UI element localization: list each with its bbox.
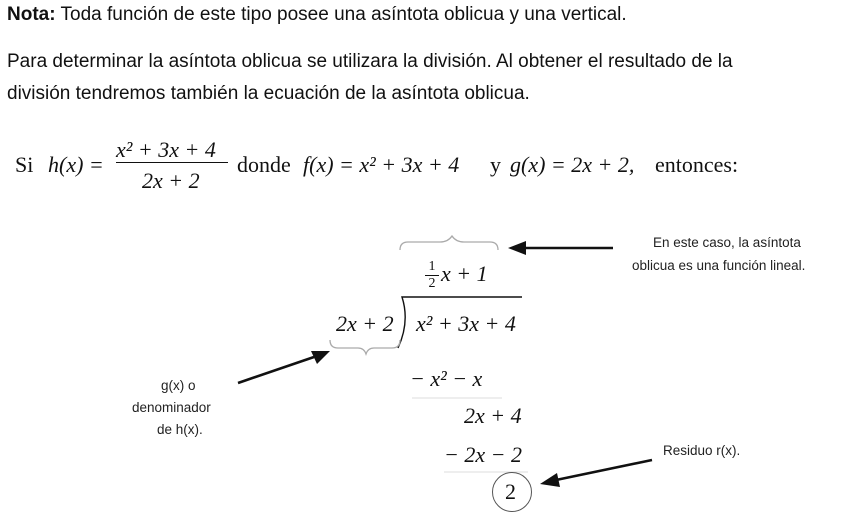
paragraph-line-1: Para determinar la asíntota oblicua se utilizara la división. Al obtener el resultado de la	[7, 51, 733, 72]
divisor-brace	[330, 340, 400, 354]
paragraph-line-2: división tendremos también la ecuación de la asíntota oblicua.	[7, 83, 530, 104]
denominator-annotation-line-3: de h(x).	[157, 422, 203, 437]
oblique-arrow-head	[508, 241, 526, 255]
statement-f-def: f(x) = x² + 3x + 4	[303, 152, 460, 177]
statement-g-def: g(x) = 2x + 2,	[510, 152, 635, 177]
statement-entonces: entonces:	[655, 152, 739, 177]
division-step-1: − x² − x	[410, 366, 483, 391]
oblique-annotation-line-2: oblicua es una función lineal.	[632, 258, 806, 273]
oblique-annotation-line-1: En este caso, la asíntota	[653, 235, 801, 250]
divisor: 2x + 2	[336, 311, 394, 336]
note-label: Nota:	[7, 4, 56, 25]
division-step-3: − 2x − 2	[444, 442, 522, 467]
statement-h-def: h(x) =	[48, 152, 104, 177]
quotient-half	[425, 260, 439, 291]
h-denominator: 2x + 2	[142, 168, 200, 193]
note-text: Toda función de este tipo posee una asíntota oblicua y una vertical.	[55, 4, 627, 25]
statement-donde: donde	[237, 152, 291, 177]
residue-arrow-head	[540, 473, 560, 487]
remainder-value: 2	[505, 479, 516, 504]
quotient-brace	[400, 236, 498, 250]
residue-annotation: Residuo r(x).	[663, 443, 741, 458]
division-step-2: 2x + 4	[464, 403, 522, 428]
denominator-annotation-line-1: g(x) o	[161, 378, 196, 393]
denominator-annotation-line-2: denominador	[132, 400, 211, 415]
dividend: x² + 3x + 4	[416, 311, 516, 336]
h-numerator: x² + 3x + 4	[116, 137, 216, 162]
denominator-arrow-shaft	[238, 357, 314, 383]
quotient-half-denominator: 2	[428, 276, 436, 291]
quotient-rest: x + 1	[441, 261, 488, 286]
quotient-half-numerator: 1	[428, 259, 436, 274]
residue-arrow-shaft	[556, 460, 652, 480]
statement-si: Si	[15, 152, 34, 177]
statement-y: y	[490, 152, 501, 177]
